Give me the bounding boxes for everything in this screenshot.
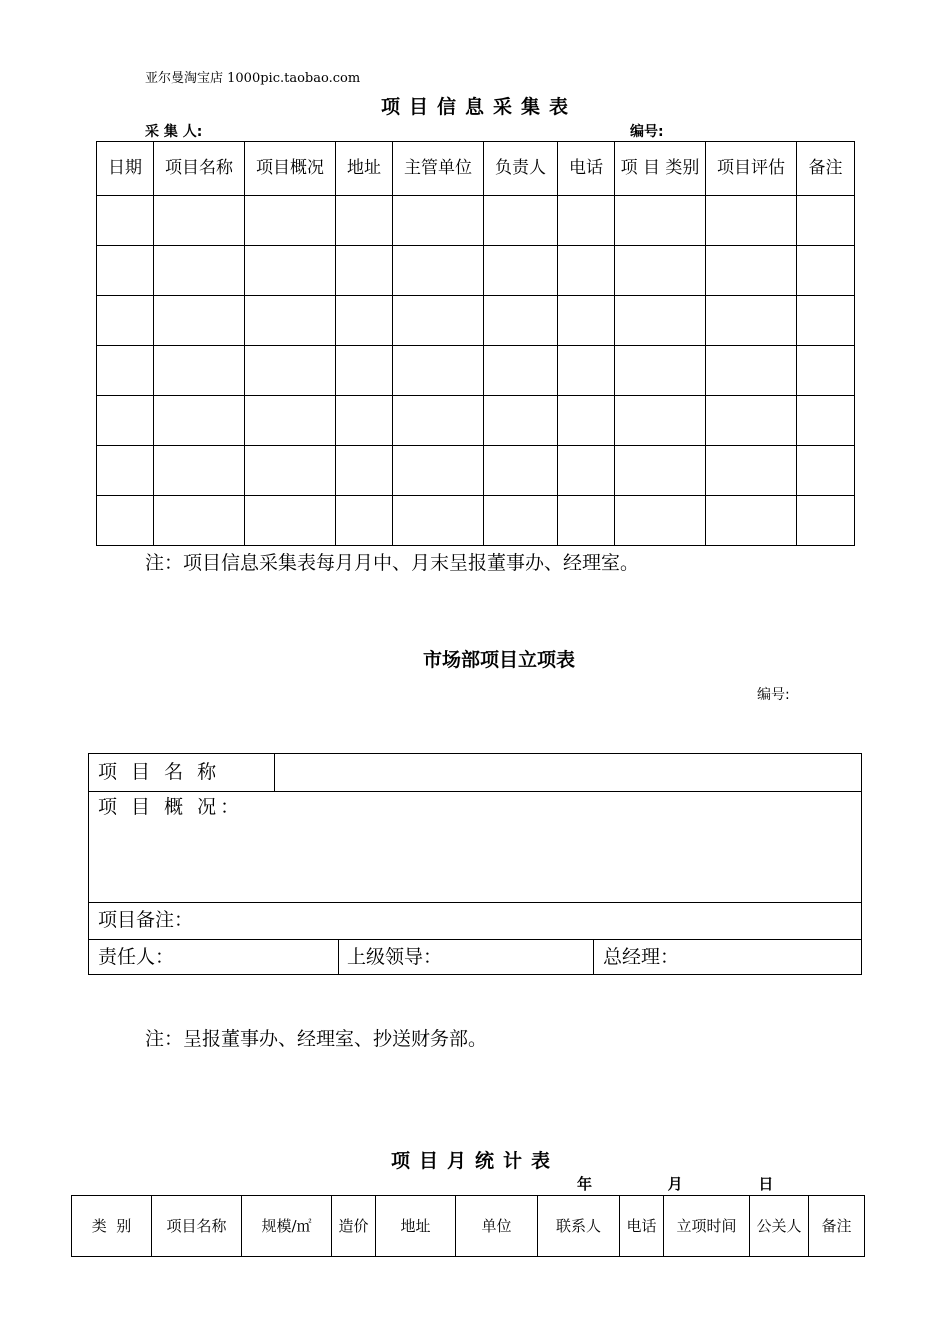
empty-cell[interactable] (97, 396, 154, 446)
header-approval-time: 立项时间 (664, 1196, 750, 1257)
empty-cell[interactable] (336, 446, 393, 496)
empty-cell[interactable] (336, 296, 393, 346)
shop-watermark: 亚尔曼淘宝店 1000pic.taobao.com (145, 71, 361, 86)
header-remarks: 备注 (809, 1196, 865, 1257)
empty-cell[interactable] (797, 446, 855, 496)
empty-cell[interactable] (245, 346, 336, 396)
form2-note: 注：呈报董事办、经理室、抄送财务部。 (145, 1028, 488, 1050)
empty-cell[interactable] (558, 246, 615, 296)
empty-cell[interactable] (484, 496, 558, 546)
empty-cell[interactable] (336, 196, 393, 246)
header-phone: 电话 (620, 1196, 664, 1257)
table-row (97, 296, 855, 346)
empty-cell[interactable] (615, 396, 706, 446)
empty-cell[interactable] (558, 196, 615, 246)
form2-code-label: 编号: (757, 687, 790, 703)
header-phone: 电话 (558, 142, 615, 196)
empty-cell[interactable] (245, 296, 336, 346)
empty-cell[interactable] (154, 296, 245, 346)
empty-cell[interactable] (154, 196, 245, 246)
header-unit: 单位 (456, 1196, 538, 1257)
header-remarks: 备注 (797, 142, 855, 196)
empty-cell[interactable] (615, 246, 706, 296)
header-scale: 规模/㎡ (242, 1196, 332, 1257)
empty-cell[interactable] (154, 396, 245, 446)
empty-cell[interactable] (97, 446, 154, 496)
empty-cell[interactable] (393, 496, 484, 546)
monthly-statistics-table (71, 1195, 865, 1257)
empty-cell[interactable] (615, 296, 706, 346)
empty-cell[interactable] (97, 246, 154, 296)
header-person-in-charge: 负责人 (484, 142, 558, 196)
empty-cell[interactable] (484, 346, 558, 396)
empty-cell[interactable] (245, 496, 336, 546)
empty-cell[interactable] (797, 396, 855, 446)
project-approval-form (88, 753, 862, 975)
empty-cell[interactable] (558, 446, 615, 496)
project-remarks-label: 项目备注： (98, 909, 194, 931)
empty-cell[interactable] (245, 246, 336, 296)
empty-cell[interactable] (615, 346, 706, 396)
collector-label: 采 集 人: (145, 124, 203, 140)
empty-cell[interactable] (393, 296, 484, 346)
empty-cell[interactable] (558, 346, 615, 396)
empty-cell[interactable] (484, 196, 558, 246)
empty-cell[interactable] (393, 396, 484, 446)
empty-cell[interactable] (97, 296, 154, 346)
empty-cell[interactable] (97, 196, 154, 246)
empty-cell[interactable] (797, 246, 855, 296)
empty-cell[interactable] (393, 196, 484, 246)
empty-cell[interactable] (558, 296, 615, 346)
empty-cell[interactable] (97, 496, 154, 546)
empty-cell[interactable] (154, 246, 245, 296)
table-row (97, 196, 855, 246)
empty-cell[interactable] (484, 396, 558, 446)
empty-cell[interactable] (706, 346, 797, 396)
empty-cell[interactable] (706, 246, 797, 296)
table-row (97, 346, 855, 396)
empty-cell[interactable] (336, 246, 393, 296)
empty-cell[interactable] (706, 446, 797, 496)
form3-title: 项目月统计表 (390, 1150, 559, 1172)
responsible-person-label: 责任人： (98, 946, 175, 968)
form2-title: 市场部项目立项表 (422, 649, 575, 671)
empty-cell[interactable] (336, 496, 393, 546)
header-date: 日期 (97, 142, 154, 196)
header-project-name: 项目名称 (154, 142, 245, 196)
empty-cell[interactable] (706, 496, 797, 546)
general-manager-label: 总经理： (603, 946, 680, 968)
header-category: 类 别 (72, 1196, 152, 1257)
empty-cell[interactable] (558, 396, 615, 446)
header-project-overview: 项目概况 (245, 142, 336, 196)
superior-leader-label: 上级领导： (347, 946, 443, 968)
empty-cell[interactable] (154, 496, 245, 546)
form1-title: 项目信息采集表 (380, 96, 577, 118)
header-address: 地址 (376, 1196, 456, 1257)
header-pr-person: 公关人 (750, 1196, 809, 1257)
table-row (97, 496, 855, 546)
form1-note: 注：项目信息采集表每月月中、月末呈报董事办、经理室。 (145, 552, 640, 574)
empty-cell[interactable] (393, 346, 484, 396)
empty-cell[interactable] (393, 246, 484, 296)
empty-cell[interactable] (558, 496, 615, 546)
header-supervising-unit: 主管单位 (393, 142, 484, 196)
empty-cell[interactable] (797, 496, 855, 546)
empty-cell[interactable] (484, 246, 558, 296)
header-project-category: 项 目 类别 (615, 142, 706, 196)
empty-cell[interactable] (245, 196, 336, 246)
empty-cell[interactable] (706, 296, 797, 346)
empty-cell[interactable] (615, 196, 706, 246)
empty-cell[interactable] (393, 446, 484, 496)
form1-code-label: 编号: (630, 124, 664, 140)
empty-cell[interactable] (797, 346, 855, 396)
project-name-label: 项 目 名 称 (98, 761, 221, 783)
empty-cell[interactable] (797, 296, 855, 346)
empty-cell[interactable] (154, 346, 245, 396)
header-address: 地址 (336, 142, 393, 196)
empty-cell[interactable] (706, 196, 797, 246)
header-cost: 造价 (332, 1196, 376, 1257)
project-overview-label: 项 目 概 况： (98, 796, 244, 818)
empty-cell[interactable] (245, 446, 336, 496)
empty-cell[interactable] (484, 446, 558, 496)
empty-cell[interactable] (706, 396, 797, 446)
empty-cell[interactable] (336, 346, 393, 396)
empty-cell[interactable] (615, 446, 706, 496)
table-row (97, 396, 855, 446)
date-label: 年 月 日 (577, 1175, 774, 1193)
header-project-name: 项目名称 (152, 1196, 242, 1257)
header-project-evaluation: 项目评估 (706, 142, 797, 196)
empty-cell[interactable] (336, 396, 393, 446)
empty-cell[interactable] (97, 346, 154, 396)
header-contact: 联系人 (538, 1196, 620, 1257)
table-row (97, 446, 855, 496)
empty-cell[interactable] (245, 396, 336, 446)
empty-cell[interactable] (615, 496, 706, 546)
table-row (97, 246, 855, 296)
empty-cell[interactable] (484, 296, 558, 346)
project-info-table (96, 141, 855, 546)
empty-cell[interactable] (797, 196, 855, 246)
empty-cell[interactable] (154, 446, 245, 496)
